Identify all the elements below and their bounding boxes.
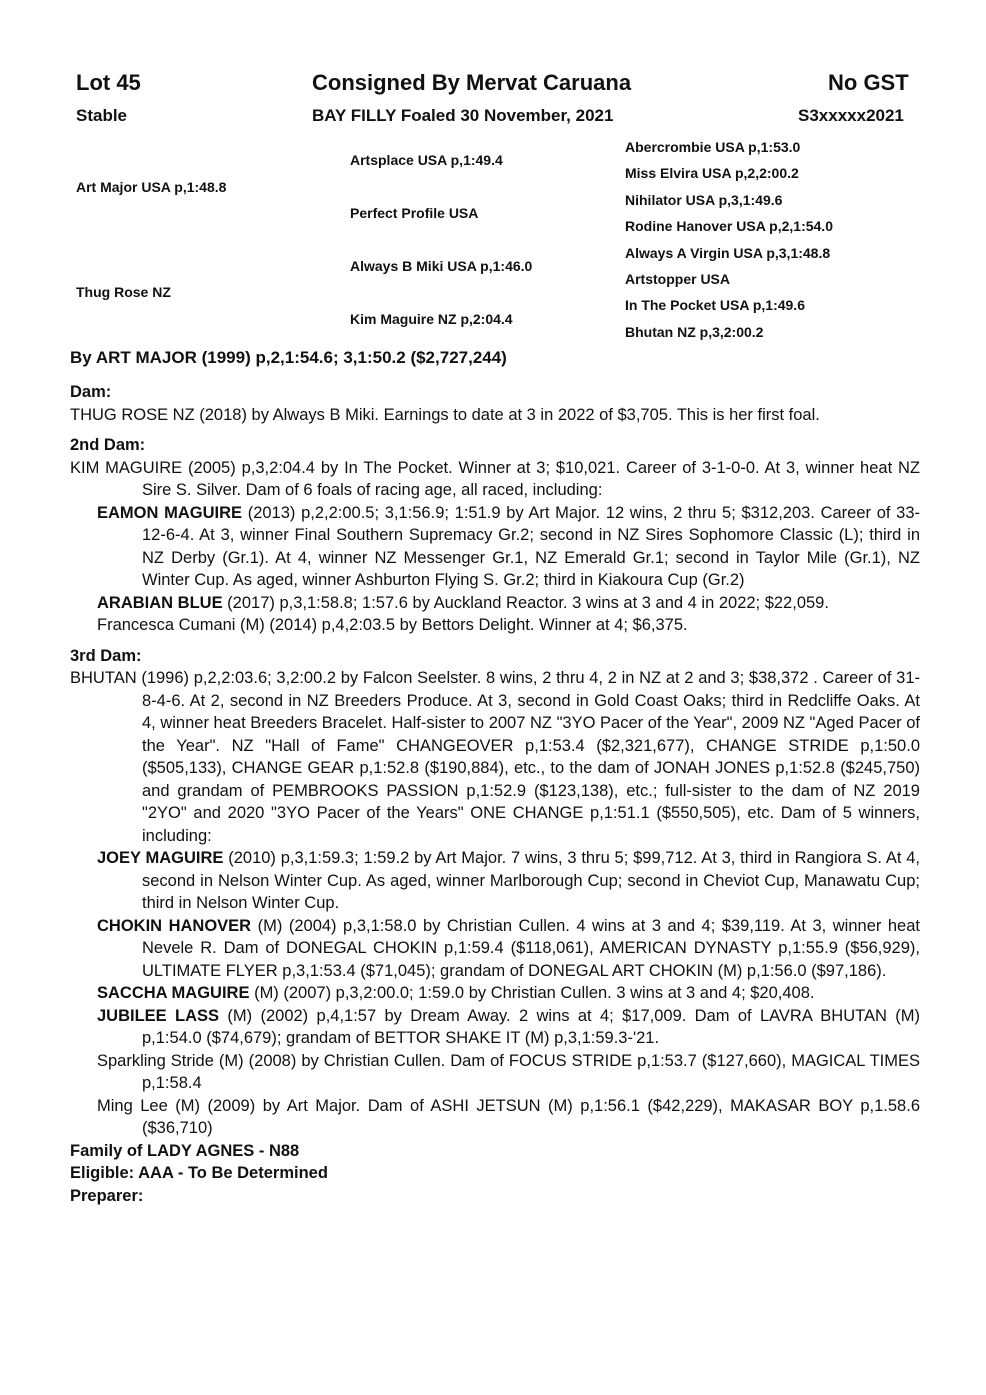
pedigree-gen3: Nihilator USA p,3,1:49.6: [625, 192, 783, 208]
offspring-name: ARABIAN BLUE: [97, 593, 223, 612]
sire-summary: By ART MAJOR (1999) p,2,1:54.6; 3,1:50.2 ($2,727,244): [70, 348, 507, 367]
offspring-entry: [70, 614, 920, 637]
brand-code: S3xxxxx2021: [798, 106, 904, 125]
pedigree-gen3: Miss Elvira USA p,2,2:00.2: [625, 165, 799, 181]
offspring-name: JOEY MAGUIRE: [97, 849, 224, 867]
offspring-details: (M) (2007) p,3,2:00.0; 1:59.0 by Christian Cullen. 3 wins at 3 and 4; $20,408.: [249, 984, 815, 1002]
eligibility-line: Eligible: AAA - To Be Determined: [70, 1164, 328, 1182]
offspring-entry: [70, 1005, 920, 1050]
pedigree-gen3: Rodine Hanover USA p,2,1:54.0: [625, 218, 833, 234]
offspring-details: Francesca Cumani (M) (2014) p,4,2:03.5 by Bettors Delight. Winner at 4; $6,375.: [97, 616, 688, 634]
preparer-line: Preparer:: [70, 1186, 144, 1205]
pedigree-gen3: Artstopper USA: [625, 271, 731, 287]
offspring-details: (2010) p,3,1:59.3; 1:59.2 by Art Major. 7 wins, 3 thru 5; $99,712. At 3, third in Rangiora S. At 4, second in Nelson Winter Cup. As aged, winner Marlborough Cup; second in Cheviot Cup, Manawatu Cup; third in Nelson Winter Cup.: [142, 849, 920, 912]
offspring-name: CHOKIN HANOVER: [97, 916, 252, 935]
pedigree-dam: Thug Rose NZ: [76, 284, 171, 300]
offspring-details: (M) (2004) p,3,1:58.0 by Christian Cullen. 4 wins at 3 and 4; $39,119. At 3, winner heat Nevele R. Dam of DONEGAL CHOKIN p,1:59.4 ($118,061), AMERICAN DYNASTY p,1:55.9 ($56,929), ULTIMATE FLYER p,3,1:53.4 ($71,045); grandam of DONEGAL ART CHOKIN (M) p,1:56.0 ($97,186).: [142, 916, 920, 980]
offspring-entry: [70, 502, 920, 592]
offspring-details: (2017) p,3,1:58.8; 1:57.6 by Auckland Reactor. 3 wins at 3 and 4 in 2022; $22,059.: [222, 593, 829, 612]
offspring-entry: [70, 592, 920, 615]
pedigree-gen3: In The Pocket USA p,1:49.6: [625, 297, 805, 313]
gst-status: No GST: [828, 70, 909, 95]
offspring-entry: [70, 1095, 920, 1140]
dam-heading: Dam:: [70, 383, 112, 401]
offspring-details: (2013) p,2,2:00.5; 3,1:56.9; 1:51.9 by Art Major. 12 wins, 2 thru 5; $312,203. Career of 33-12-6-4. At 3, winner Final Southern Supremacy Gr.2; second in NZ Sires Sophomore Classic (L); third in NZ Derby (Gr.1). At 4, winner NZ Messenger Gr.1, NZ Emerald Gr.1; second in Taylor Mile (Gr.1), NZ Winter Cup. As aged, winner Ashburton Flying S. Gr.2; third in Kiakoura Cup (Gr.2): [142, 503, 920, 589]
pedigree-gen3: Bhutan NZ p,3,2:00.2: [625, 324, 764, 340]
offspring-details: Ming Lee (M) (2009) by Art Major. Dam of ASHI JETSUN (M) p,1:56.1 ($42,229), MAKASAR BOY p,1.58.6 ($36,710): [97, 1096, 920, 1137]
pedigree-gen2: Perfect Profile USA: [350, 205, 479, 221]
pedigree-gen2: Artsplace USA p,1:49.4: [350, 152, 503, 168]
offspring-name: JUBILEE LASS: [97, 1006, 220, 1025]
offspring-entry: [70, 1050, 920, 1095]
pedigree-gen2: Always B Miki USA p,1:46.0: [350, 258, 533, 274]
third-dam-text: BHUTAN (1996) p,2,2:03.6; 3,2:00.2 by Falcon Seelster. 8 wins, 2 thru 4, 2 in NZ at 2 and 3; $38,372 . Career of 31-8-4-6. At 2, second in NZ Breeders Produce. At 3, second in Gold Coast Oaks; third in Redcliffe Oaks. At 4, winner heat Breeders Bracelet. Half-sister to 2007 NZ "3YO Pacer of the Year", 2009 NZ "Aged Pacer of the Year". NZ "Hall of Fame" CHANGEOVER p,1:53.4 ($2,321,677), CHANGE STRIDE p,1:50.0 ($505,133), CHANGE GEAR p,1:52.8 ($190,884), etc., to the dam of JONAH JONES p,1:52.8 ($245,750) and grandam of PEMBROOKS PASSION p,1:52.9 ($123,138), etc.; full-sister to the dam of NZ 2019 "2YO" and 2020 "3YO Pacer of the Years" ONE CHANGE p,1:51.1 ($550,505), etc. Dam of 5 winners, including:: [70, 669, 920, 845]
offspring-name: EAMON MAGUIRE: [97, 503, 243, 522]
second-dam-text: KIM MAGUIRE (2005) p,3,2:04.4 by In The Pocket. Winner at 3; $10,021. Career of 3-1-0-0. At 3, winner heat NZ Sire S. Silver. Dam of 6 foals of racing age, all raced, including:: [70, 458, 920, 499]
pedigree-gen3: Abercrombie USA p,1:53.0: [625, 139, 801, 155]
dam-text: THUG ROSE NZ (2018) by Always B Miki. Earnings to date at 3 in 2022 of $3,705. This is her first foal.: [70, 405, 820, 424]
horse-description: BAY FILLY Foaled 30 November, 2021: [312, 106, 614, 125]
offspring-details: Sparkling Stride (M) (2008) by Christian Cullen. Dam of FOCUS STRIDE p,1:53.7 ($127,660), MAGICAL TIMES p,1:58.4: [97, 1051, 920, 1092]
offspring-name: SACCHA MAGUIRE: [97, 984, 250, 1002]
pedigree-sire: Art Major USA p,1:48.8: [76, 179, 227, 195]
offspring-entry: [70, 915, 920, 983]
third-dam-heading: 3rd Dam:: [70, 646, 142, 665]
consignor: Consigned By Mervat Caruana: [312, 70, 632, 95]
offspring-details: (M) (2002) p,4,1:57 by Dream Away. 2 wins at 4; $17,009. Dam of LAVRA BHUTAN (M) p,1:54.0 ($74,679); grandam of BETTOR SHAKE IT (M) p,3,1:59.3-'21.: [142, 1006, 920, 1047]
stable-label: Stable: [76, 106, 128, 125]
second-dam-heading: 2nd Dam:: [70, 436, 146, 454]
catalogue-body: [70, 381, 920, 1207]
pedigree-gen3: Always A Virgin USA p,3,1:48.8: [625, 245, 831, 261]
family-line: Family of LADY AGNES - N88: [70, 1141, 300, 1160]
offspring-entry: [70, 982, 920, 1005]
offspring-entry: [70, 847, 920, 915]
pedigree-gen2: Kim Maguire NZ p,2:04.4: [350, 311, 513, 327]
lot-number: Lot 45: [76, 70, 141, 95]
